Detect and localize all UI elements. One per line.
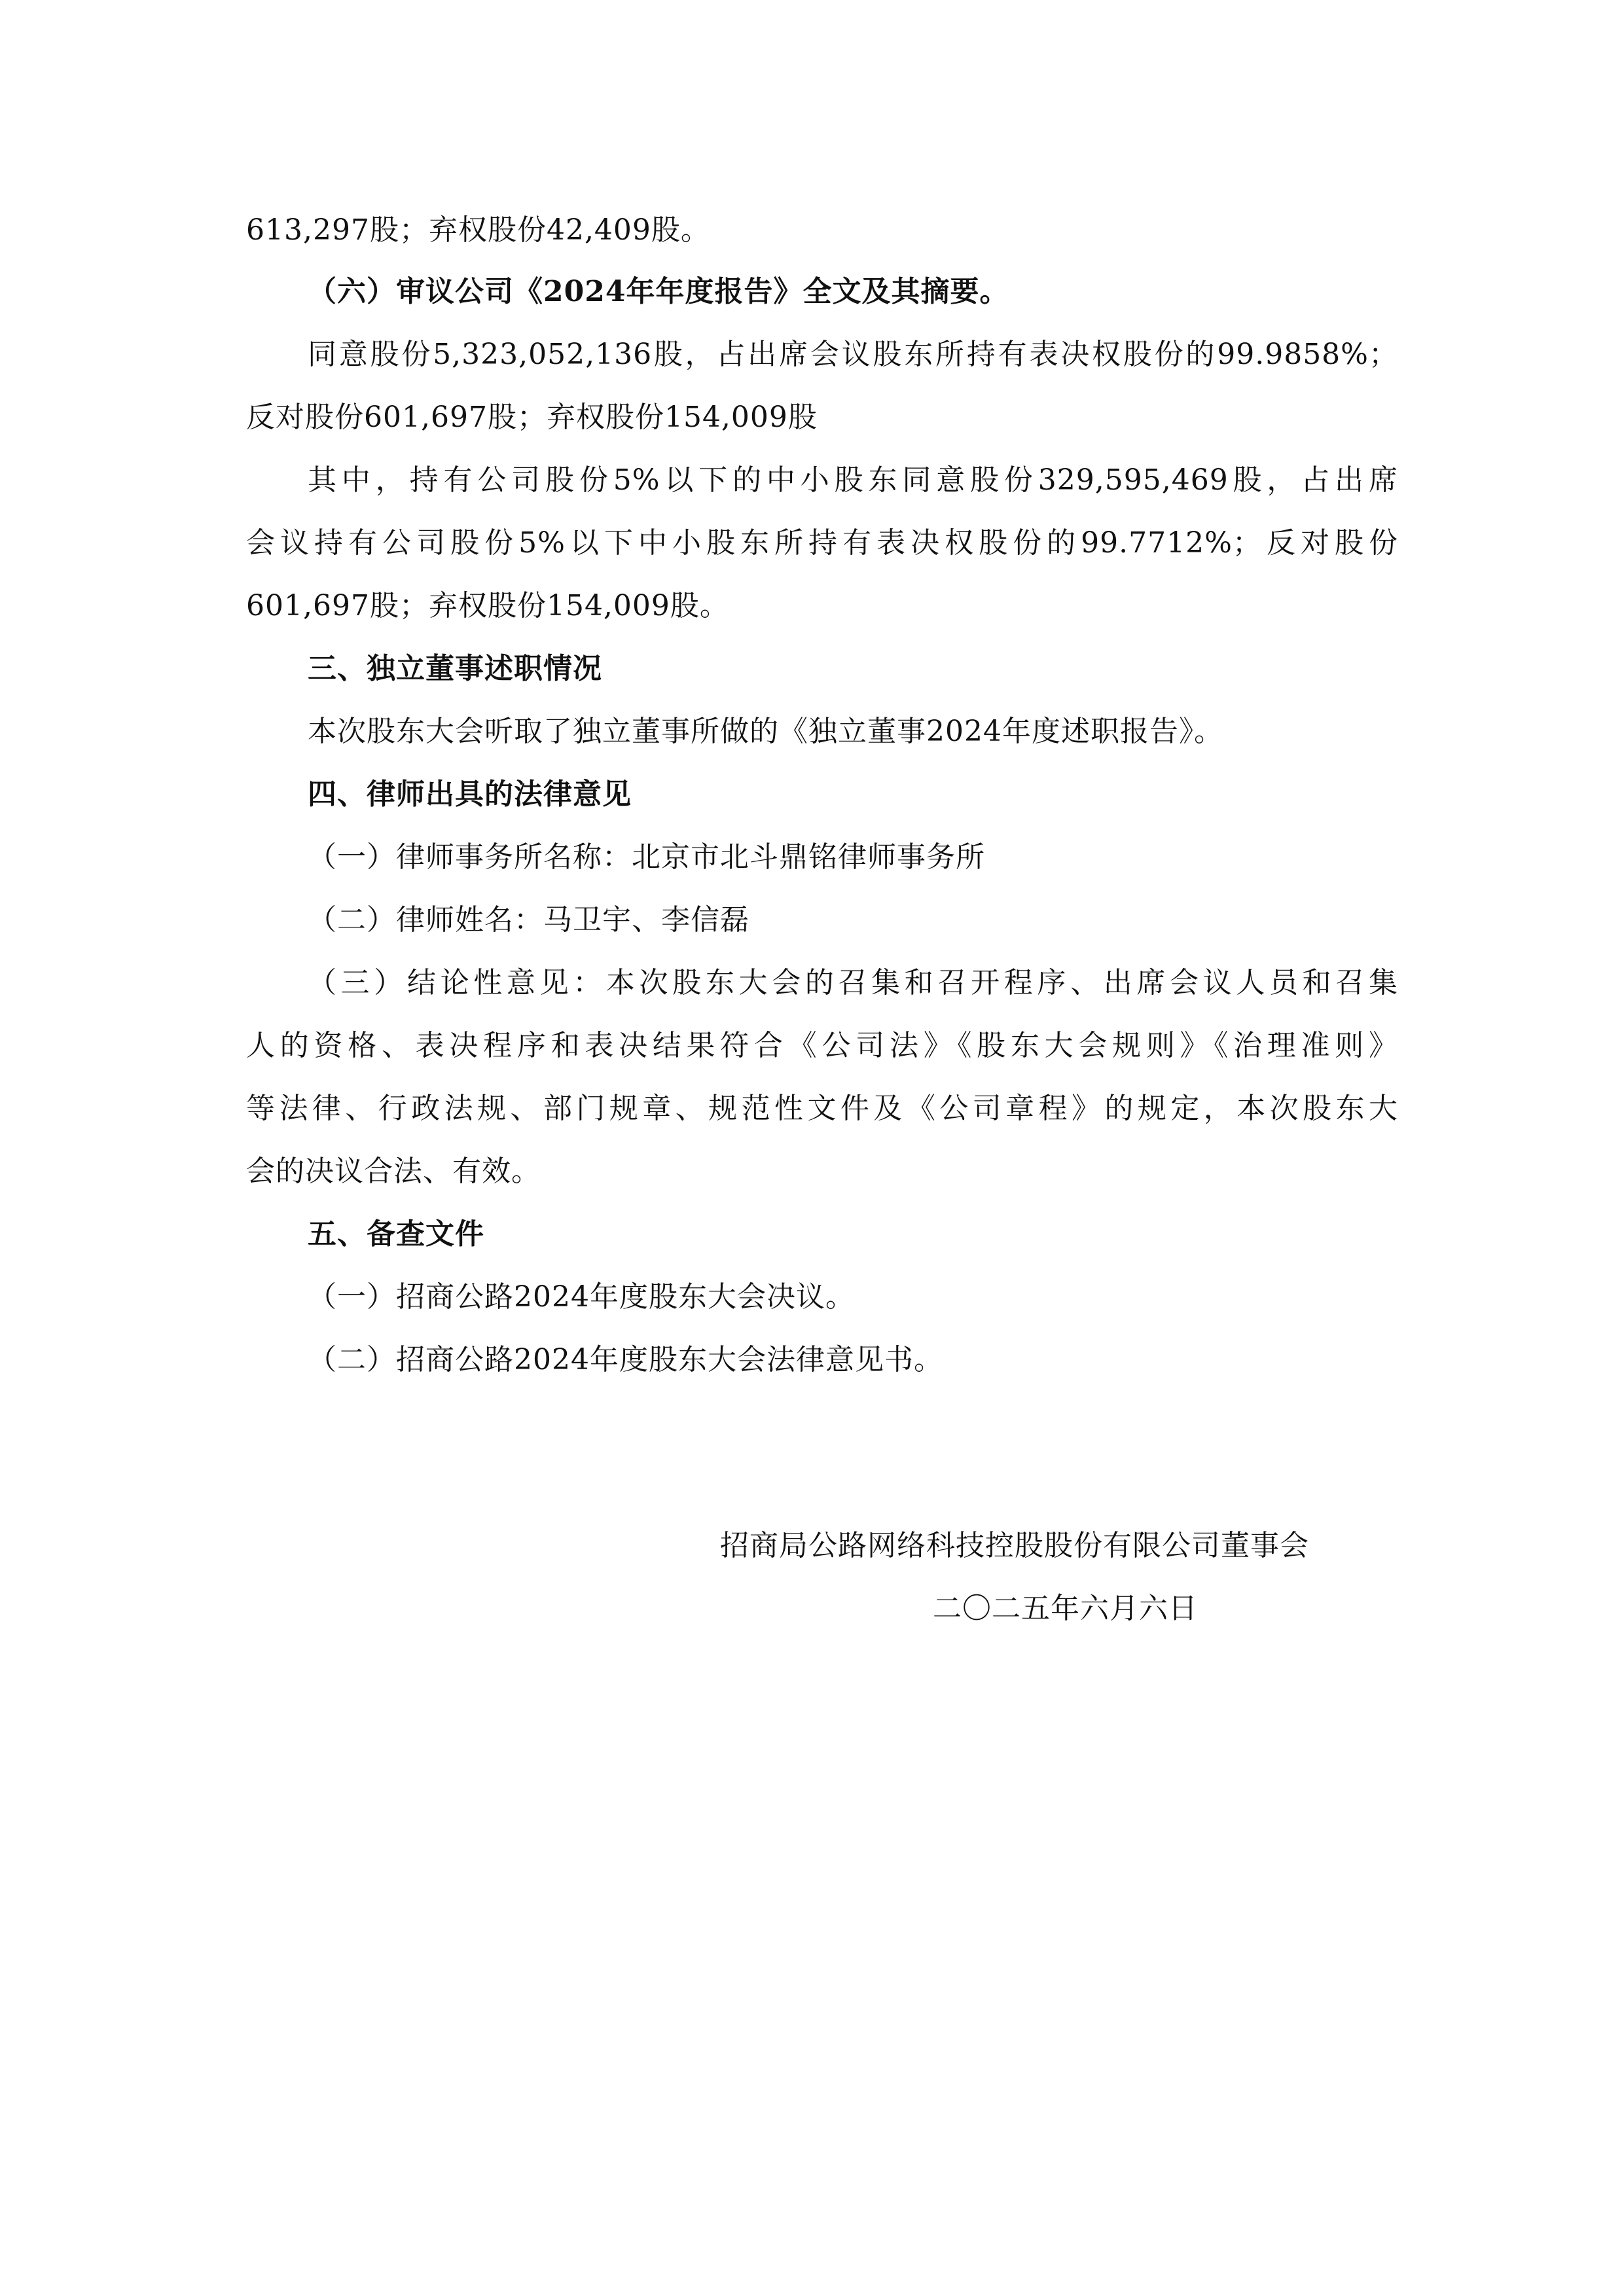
- section4-item3-line2: 人的资格、表决程序和表决结果符合《公司法》《股东大会规则》《治理准则》: [246, 1029, 1398, 1062]
- section5-item2: （二）招商公路2024年度股东大会法律意见书。: [308, 1343, 943, 1376]
- item6-heading: （六）审议公司《2024年年度报告》全文及其摘要。: [308, 275, 1009, 308]
- item6-paragraph1-line1: 同意股份5,323,052,136股，占出席会议股东所持有表决权股份的99.9858%；: [308, 338, 1398, 371]
- section4-item3-line4: 会的决议合法、有效。: [246, 1155, 541, 1188]
- item6-paragraph2-line3: 601,697股；弃权股份154,009股。: [246, 589, 729, 622]
- item6-paragraph2-line1: 其中，持有公司股份5%以下的中小股东同意股份329,595,469股，占出席: [308, 463, 1398, 497]
- section4-item3-line3: 等法律、行政法规、部门规章、规范性文件及《公司章程》的规定，本次股东大: [246, 1092, 1398, 1125]
- signature-date: 二〇二五年六月六日: [933, 1592, 1198, 1625]
- section5-item1: （一）招商公路2024年度股东大会决议。: [308, 1280, 855, 1314]
- section4-item2: （二）律师姓名：马卫宇、李信磊: [308, 903, 749, 937]
- signature-company: 招商局公路网络科技控股股份有限公司董事会: [720, 1529, 1309, 1562]
- section4-item1: （一）律师事务所名称：北京市北斗鼎铭律师事务所: [308, 840, 985, 874]
- section4-item3-line1: （三）结论性意见：本次股东大会的召集和召开程序、出席会议人员和召集: [308, 966, 1398, 999]
- section4-heading: 四、律师出具的法律意见: [308, 778, 632, 811]
- section5-heading: 五、备查文件: [308, 1217, 484, 1251]
- item6-paragraph2-line2: 会议持有公司股份5%以下中小股东所持有表决权股份的99.7712%；反对股份: [246, 526, 1398, 560]
- section3-body: 本次股东大会听取了独立董事所做的《独立董事2024年度述职报告》。: [308, 715, 1223, 748]
- item6-paragraph1-line2: 反对股份601,697股；弃权股份154,009股: [246, 401, 818, 434]
- continuation-text: 613,297股；弃权股份42,409股。: [246, 213, 710, 247]
- section3-heading: 三、独立董事述职情况: [308, 652, 602, 685]
